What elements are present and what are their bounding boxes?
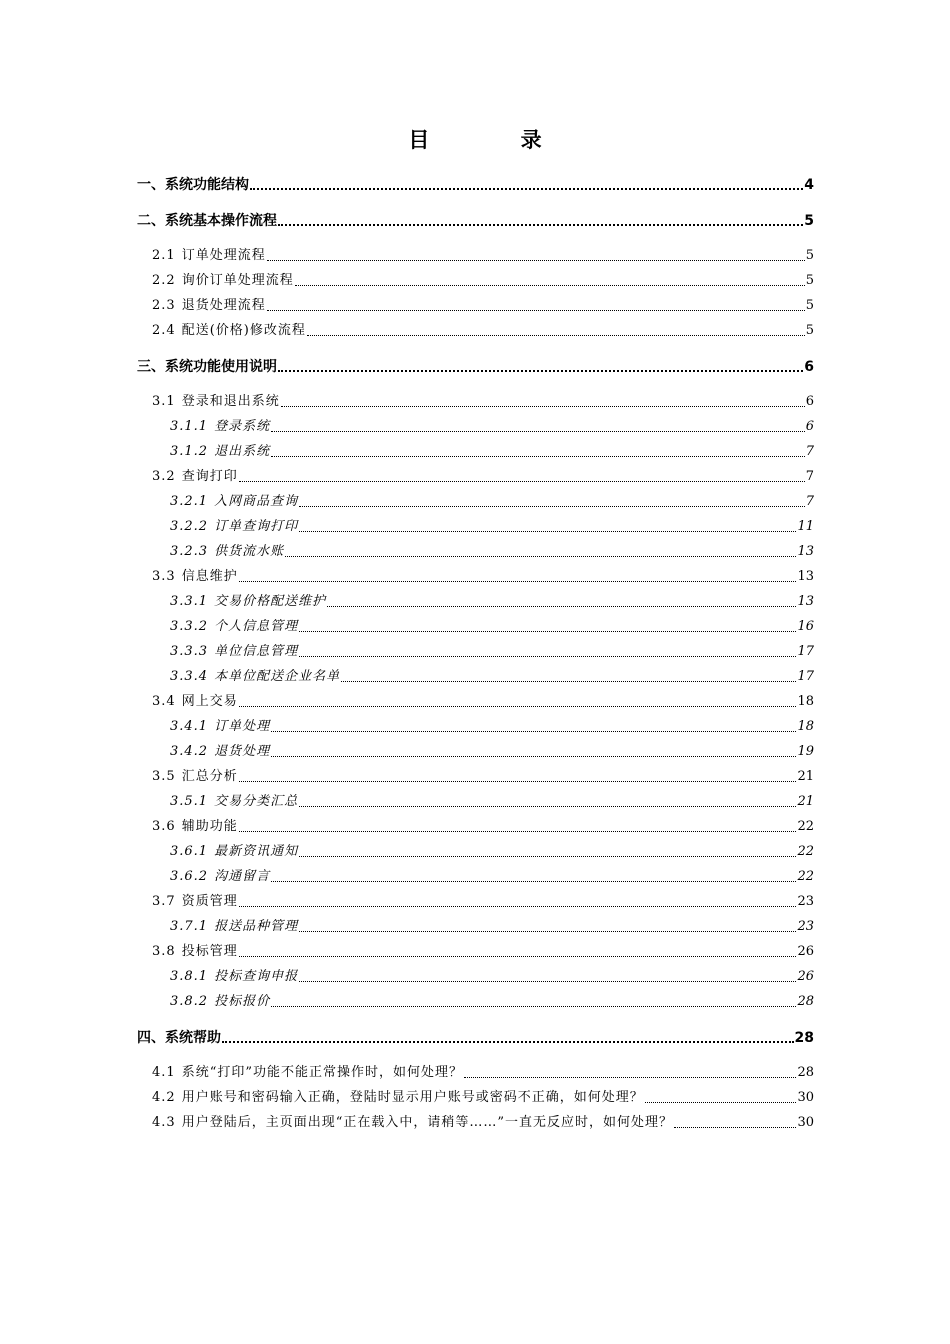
- toc-leader-dots: [299, 506, 805, 507]
- toc-entry[interactable]: [170, 617, 814, 637]
- toc-entry-number: 4.3: [152, 1115, 176, 1130]
- toc-leader-dots: [271, 431, 805, 432]
- toc-entry[interactable]: [170, 967, 814, 987]
- toc-entry-label: 最新资讯通知: [214, 844, 299, 859]
- toc-entry-number: 2.3: [152, 298, 176, 313]
- toc-leader-dots: [299, 531, 796, 532]
- toc-entry[interactable]: [152, 392, 814, 412]
- toc-entry-label: 沟通留言: [214, 869, 271, 884]
- toc-leader-dots: [299, 856, 796, 857]
- toc-leader-dots: [285, 556, 796, 557]
- toc-entry-page-number: 7: [805, 444, 814, 459]
- toc-entry-page-number: 28: [794, 1030, 814, 1046]
- toc-entry-label: 投标管理: [181, 944, 238, 959]
- toc-entry-label: 本单位配送企业名单: [214, 669, 341, 684]
- toc-entry-page-number: 21: [797, 769, 814, 784]
- toc-leader-dots: [222, 1041, 794, 1043]
- toc-entry-number: 3.2: [152, 469, 176, 484]
- toc-entry[interactable]: [152, 246, 814, 266]
- toc-leader-dots: [299, 931, 796, 932]
- toc-entry-page-number: 30: [797, 1090, 814, 1105]
- toc-entry-page-number: 22: [797, 819, 814, 834]
- toc-entry-page-number: 18: [797, 719, 814, 734]
- toc-leader-dots: [327, 606, 796, 607]
- toc-entry-label: 交易价格配送维护: [214, 594, 327, 609]
- toc-entry-page-number: 16: [797, 619, 814, 634]
- toc-entry-label: 供货流水账: [214, 544, 285, 559]
- toc-entry-label: 投标查询申报: [214, 969, 299, 984]
- toc-leader-dots: [271, 1006, 796, 1007]
- toc-entry-number: 3.8.2: [170, 994, 209, 1009]
- toc-entry-page-number: 28: [797, 1065, 814, 1080]
- toc-entry-label: 交易分类汇总: [214, 794, 299, 809]
- toc-entry[interactable]: [152, 1088, 814, 1108]
- toc-leader-dots: [239, 906, 797, 907]
- toc-entry-label: 报送品种管理: [214, 919, 299, 934]
- toc-entry-number: 3.8.1: [170, 969, 209, 984]
- toc-entry[interactable]: [170, 992, 814, 1012]
- toc-leader-dots: [267, 260, 805, 261]
- toc-leader-dots: [295, 285, 805, 286]
- toc-entry[interactable]: [152, 692, 814, 712]
- toc-entry-number: 3.1.2: [170, 444, 209, 459]
- toc-entry-label: 个人信息管理: [214, 619, 299, 634]
- toc-entry[interactable]: [152, 271, 814, 291]
- toc-entry-page-number: 23: [797, 919, 814, 934]
- toc-entry-label: 一、系统功能结构: [137, 177, 249, 193]
- toc-entry-label: 辅助功能: [181, 819, 238, 834]
- toc-entry[interactable]: [152, 1113, 814, 1133]
- toc-entry-label: 网上交易: [181, 694, 238, 709]
- toc-entry-page-number: 6: [804, 359, 814, 375]
- toc-entry[interactable]: [170, 642, 814, 662]
- toc-leader-dots: [271, 881, 796, 882]
- toc-entry-page-number: 6: [805, 394, 814, 409]
- toc-entry-page-number: 18: [797, 694, 814, 709]
- toc-entry-page-number: 17: [797, 644, 814, 659]
- toc-entry-number: 3.7.1: [170, 919, 209, 934]
- toc-entry-page-number: 13: [797, 569, 814, 584]
- toc-entry-page-number: 28: [797, 994, 814, 1009]
- toc-leader-dots: [299, 631, 796, 632]
- toc-entry[interactable]: [170, 742, 814, 762]
- toc-entry-number: 2.4: [152, 323, 176, 338]
- toc-entry[interactable]: [137, 211, 814, 231]
- toc-entry-label: 登录和退出系统: [181, 394, 280, 409]
- toc-entry[interactable]: [152, 817, 814, 837]
- toc-entry[interactable]: [152, 1063, 814, 1083]
- toc-entry[interactable]: [170, 867, 814, 887]
- toc-leader-dots: [307, 335, 805, 336]
- toc-entry-label: 退出系统: [214, 444, 271, 459]
- toc-entry-page-number: 5: [805, 273, 814, 288]
- toc-entry-page-number: 26: [797, 969, 814, 984]
- toc-entry-page-number: 22: [797, 869, 814, 884]
- toc-entry-label: 配送(价格)修改流程: [181, 323, 306, 338]
- toc-entry-label: 订单处理: [214, 719, 271, 734]
- toc-entry-number: 3.6.2: [170, 869, 209, 884]
- toc-entry-label: 二、系统基本操作流程: [137, 213, 277, 229]
- toc-entry-number: 3.3.1: [170, 594, 209, 609]
- toc-leader-dots: [271, 756, 796, 757]
- toc-entry[interactable]: [170, 917, 814, 937]
- toc-leader-dots: [271, 456, 805, 457]
- toc-leader-dots: [299, 981, 796, 982]
- toc-entry-label: 退货处理流程: [181, 298, 266, 313]
- toc-entry-page-number: 5: [805, 298, 814, 313]
- toc-entry-number: 3.2.3: [170, 544, 209, 559]
- toc-entry-page-number: 22: [797, 844, 814, 859]
- toc-entry[interactable]: [152, 892, 814, 912]
- toc-entry[interactable]: [170, 442, 814, 462]
- toc-entry-page-number: 19: [797, 744, 814, 759]
- toc-entry-number: 3.2.2: [170, 519, 209, 534]
- toc-entry-number: 3.8: [152, 944, 176, 959]
- toc-entry[interactable]: [170, 517, 814, 537]
- toc-leader-dots: [239, 481, 805, 482]
- toc-leader-dots: [239, 706, 797, 707]
- toc-entry[interactable]: [152, 767, 814, 787]
- toc-entry[interactable]: [170, 417, 814, 437]
- toc-entry[interactable]: [170, 492, 814, 512]
- toc-entry[interactable]: [170, 717, 814, 737]
- toc-entry-label: 登录系统: [214, 419, 271, 434]
- toc-entry[interactable]: [170, 542, 814, 562]
- toc-entry[interactable]: [170, 792, 814, 812]
- toc-leader-dots: [464, 1077, 796, 1078]
- toc-leader-dots: [239, 956, 797, 957]
- toc-leader-dots: [250, 188, 803, 190]
- toc-leader-dots: [281, 406, 805, 407]
- toc-entry-number: 3.3.2: [170, 619, 209, 634]
- toc-entry-number: 3.3.4: [170, 669, 209, 684]
- toc-entry-number: 3.3: [152, 569, 176, 584]
- toc-entry-number: 4.1: [152, 1065, 176, 1080]
- toc-entry-page-number: 6: [805, 419, 814, 434]
- toc-entry-label: 查询打印: [181, 469, 238, 484]
- toc-leader-dots: [341, 681, 796, 682]
- toc-entry[interactable]: [170, 592, 814, 612]
- toc-entry-number: 3.1: [152, 394, 176, 409]
- toc-entry-page-number: 7: [805, 494, 814, 509]
- toc-entry[interactable]: [137, 1028, 814, 1048]
- toc-entry-label: 用户账号和密码输入正确，登陆时显示用户账号或密码不正确，如何处理？: [181, 1090, 644, 1105]
- toc-entry-label: 退货处理: [214, 744, 271, 759]
- toc-leader-dots: [299, 656, 796, 657]
- toc-leader-dots: [278, 224, 803, 226]
- toc-entry-label: 资质管理: [181, 894, 238, 909]
- toc-leader-dots: [239, 781, 797, 782]
- toc-title: 目 录: [408, 128, 584, 152]
- toc-entry-number: 3.7: [152, 894, 176, 909]
- toc-leader-dots: [239, 831, 797, 832]
- toc-entry[interactable]: [137, 175, 814, 195]
- toc-entry[interactable]: [152, 567, 814, 587]
- toc-entry-label: 投标报价: [214, 994, 271, 1009]
- toc-entry-page-number: 7: [805, 469, 814, 484]
- toc-entry-number: 3.2.1: [170, 494, 209, 509]
- toc-entry-label: 订单处理流程: [181, 248, 266, 263]
- toc-entry-number: 3.5.1: [170, 794, 209, 809]
- toc-entry-page-number: 21: [797, 794, 814, 809]
- toc-entry[interactable]: [170, 667, 814, 687]
- toc-entry-number: 3.5: [152, 769, 176, 784]
- toc-entry-page-number: 23: [797, 894, 814, 909]
- toc-entry-label: 系统“打印”功能不能正常操作时，如何处理？: [181, 1065, 463, 1080]
- toc-entry-number: 3.4.1: [170, 719, 209, 734]
- toc-entry-number: 3.4: [152, 694, 176, 709]
- toc-entry-page-number: 5: [804, 213, 814, 229]
- toc-entry[interactable]: [170, 842, 814, 862]
- toc-entry-label: 汇总分析: [181, 769, 238, 784]
- toc-entry-page-number: 17: [797, 669, 814, 684]
- toc-entry-page-number: 30: [797, 1115, 814, 1130]
- toc-entry-label: 四、系统帮助: [137, 1030, 221, 1046]
- toc-leader-dots: [645, 1102, 797, 1103]
- toc-leader-dots: [674, 1127, 796, 1128]
- toc-entry-label: 用户登陆后，主页面出现“正在载入中，请稍等……”一直无反应时，如何处理？: [181, 1115, 673, 1130]
- toc-entry-number: 4.2: [152, 1090, 176, 1105]
- toc-entry-page-number: 4: [804, 177, 814, 193]
- toc-entry-label: 订单查询打印: [214, 519, 299, 534]
- toc-entry-label: 入网商品查询: [214, 494, 299, 509]
- toc-entry-label: 单位信息管理: [214, 644, 299, 659]
- toc-leader-dots: [299, 806, 796, 807]
- toc-entry-number: 3.6: [152, 819, 176, 834]
- toc-entry[interactable]: [152, 942, 814, 962]
- toc-entry[interactable]: [152, 321, 814, 341]
- toc-entry-number: 2.1: [152, 248, 176, 263]
- toc-entry-label: 三、系统功能使用说明: [137, 359, 277, 375]
- toc-entry-page-number: 5: [805, 248, 814, 263]
- toc-leader-dots: [267, 310, 805, 311]
- toc-entry-page-number: 11: [797, 519, 814, 534]
- toc-leader-dots: [278, 370, 803, 372]
- toc-entry-page-number: 13: [797, 594, 814, 609]
- toc-entry[interactable]: [152, 296, 814, 316]
- toc-entry-page-number: 26: [797, 944, 814, 959]
- toc-entry-label: 询价订单处理流程: [181, 273, 294, 288]
- toc-entry[interactable]: [152, 467, 814, 487]
- toc-entry-number: 2.2: [152, 273, 176, 288]
- toc-entry[interactable]: [137, 357, 814, 377]
- toc-entry-page-number: 13: [797, 544, 814, 559]
- toc-entry-label: 信息维护: [181, 569, 238, 584]
- toc-entry-number: 3.6.1: [170, 844, 209, 859]
- toc-entry-number: 3.4.2: [170, 744, 209, 759]
- toc-leader-dots: [239, 581, 797, 582]
- toc-entry-number: 3.3.3: [170, 644, 209, 659]
- toc-entry-page-number: 5: [805, 323, 814, 338]
- toc-entry-number: 3.1.1: [170, 419, 209, 434]
- toc-leader-dots: [271, 731, 796, 732]
